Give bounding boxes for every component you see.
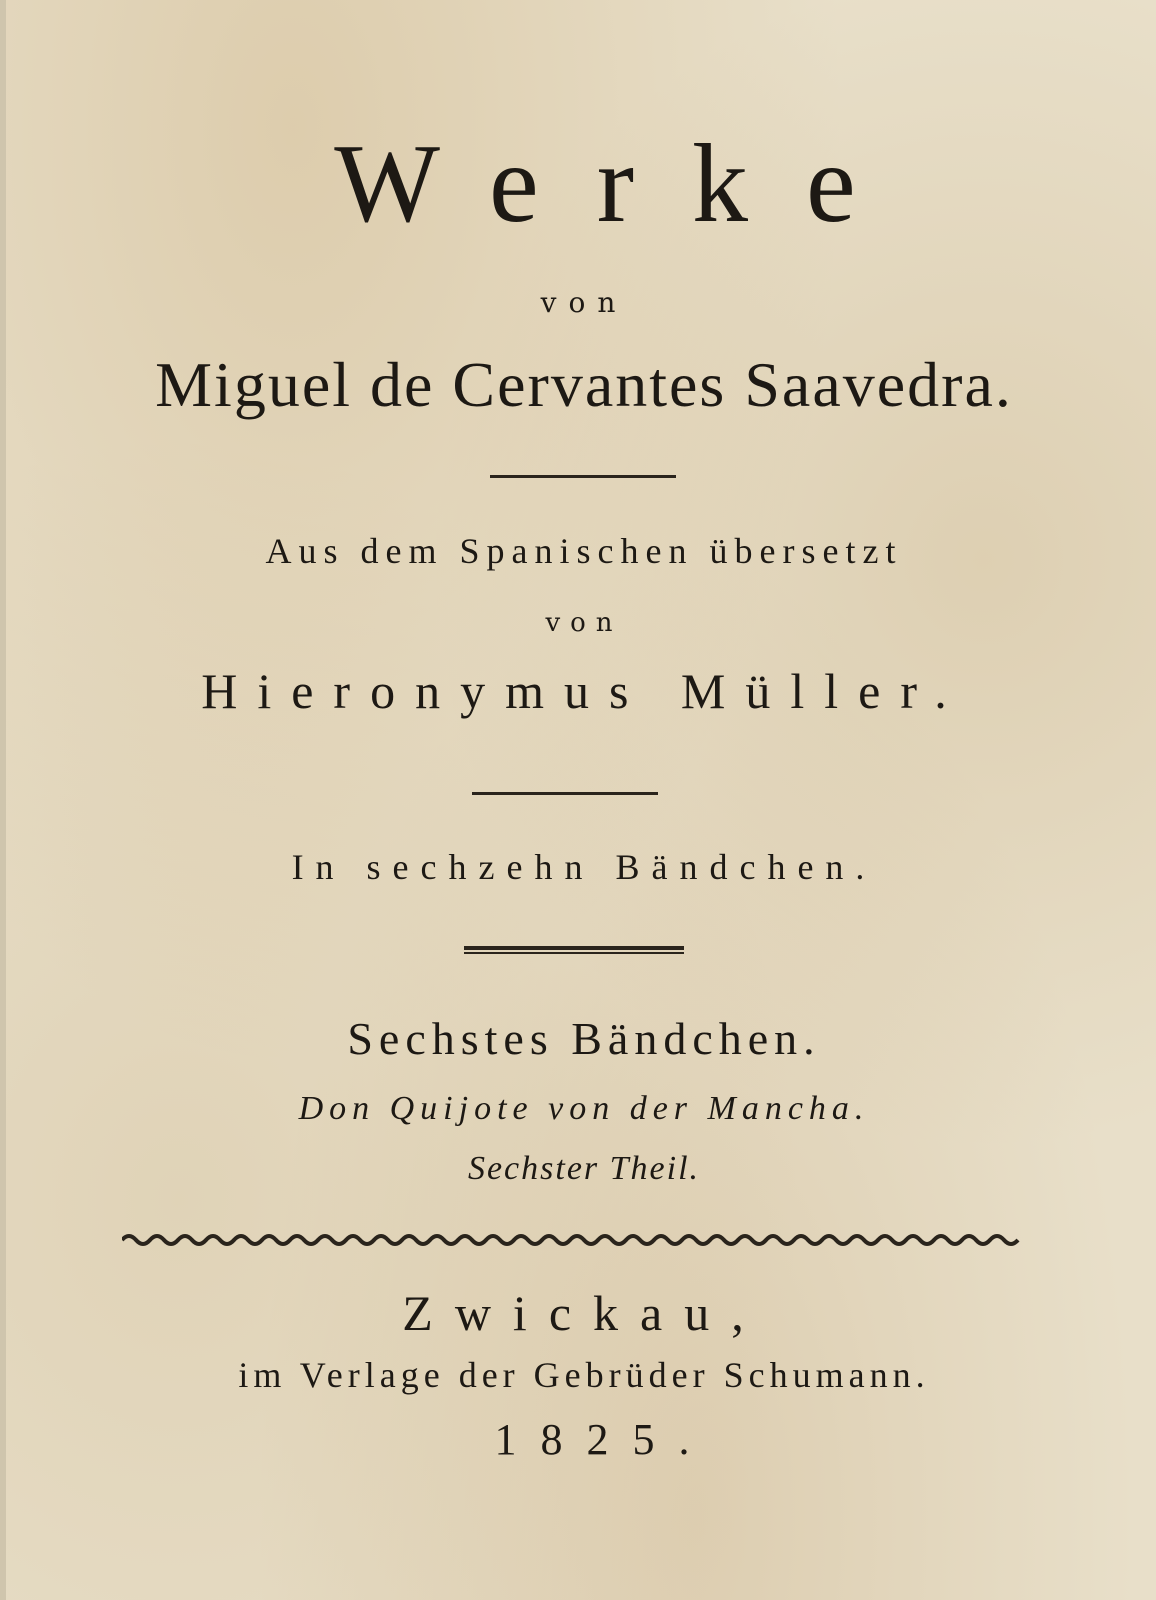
by-line-author: von: [540, 286, 628, 319]
publisher: im Verlage der Gebrüder Schumann.: [238, 1355, 930, 1395]
volume-number: Sechstes Bändchen.: [347, 1013, 821, 1064]
ornamental-wave-rule: [122, 1230, 1022, 1250]
book-title: Werke: [334, 122, 914, 246]
publication-city: Zwickau,: [402, 1285, 766, 1341]
publication-year: 1825.: [494, 1415, 714, 1464]
part-number: Sechster Theil.: [467, 1150, 701, 1187]
divider-rule-2: [472, 792, 658, 795]
by-line-translator: von: [545, 608, 623, 638]
author-name: Miguel de Cervantes Saavedra.: [155, 349, 1013, 420]
volume-count: In sechzehn Bändchen.: [291, 847, 877, 887]
divider-double-rule: [464, 946, 684, 954]
translation-note: Aus dem Spanischen übersetzt: [265, 531, 903, 571]
divider-rule-1: [490, 475, 676, 478]
translator-name: Hieronymus Müller.: [201, 663, 967, 719]
work-title: Don Quijote von der Mancha.: [298, 1090, 870, 1127]
